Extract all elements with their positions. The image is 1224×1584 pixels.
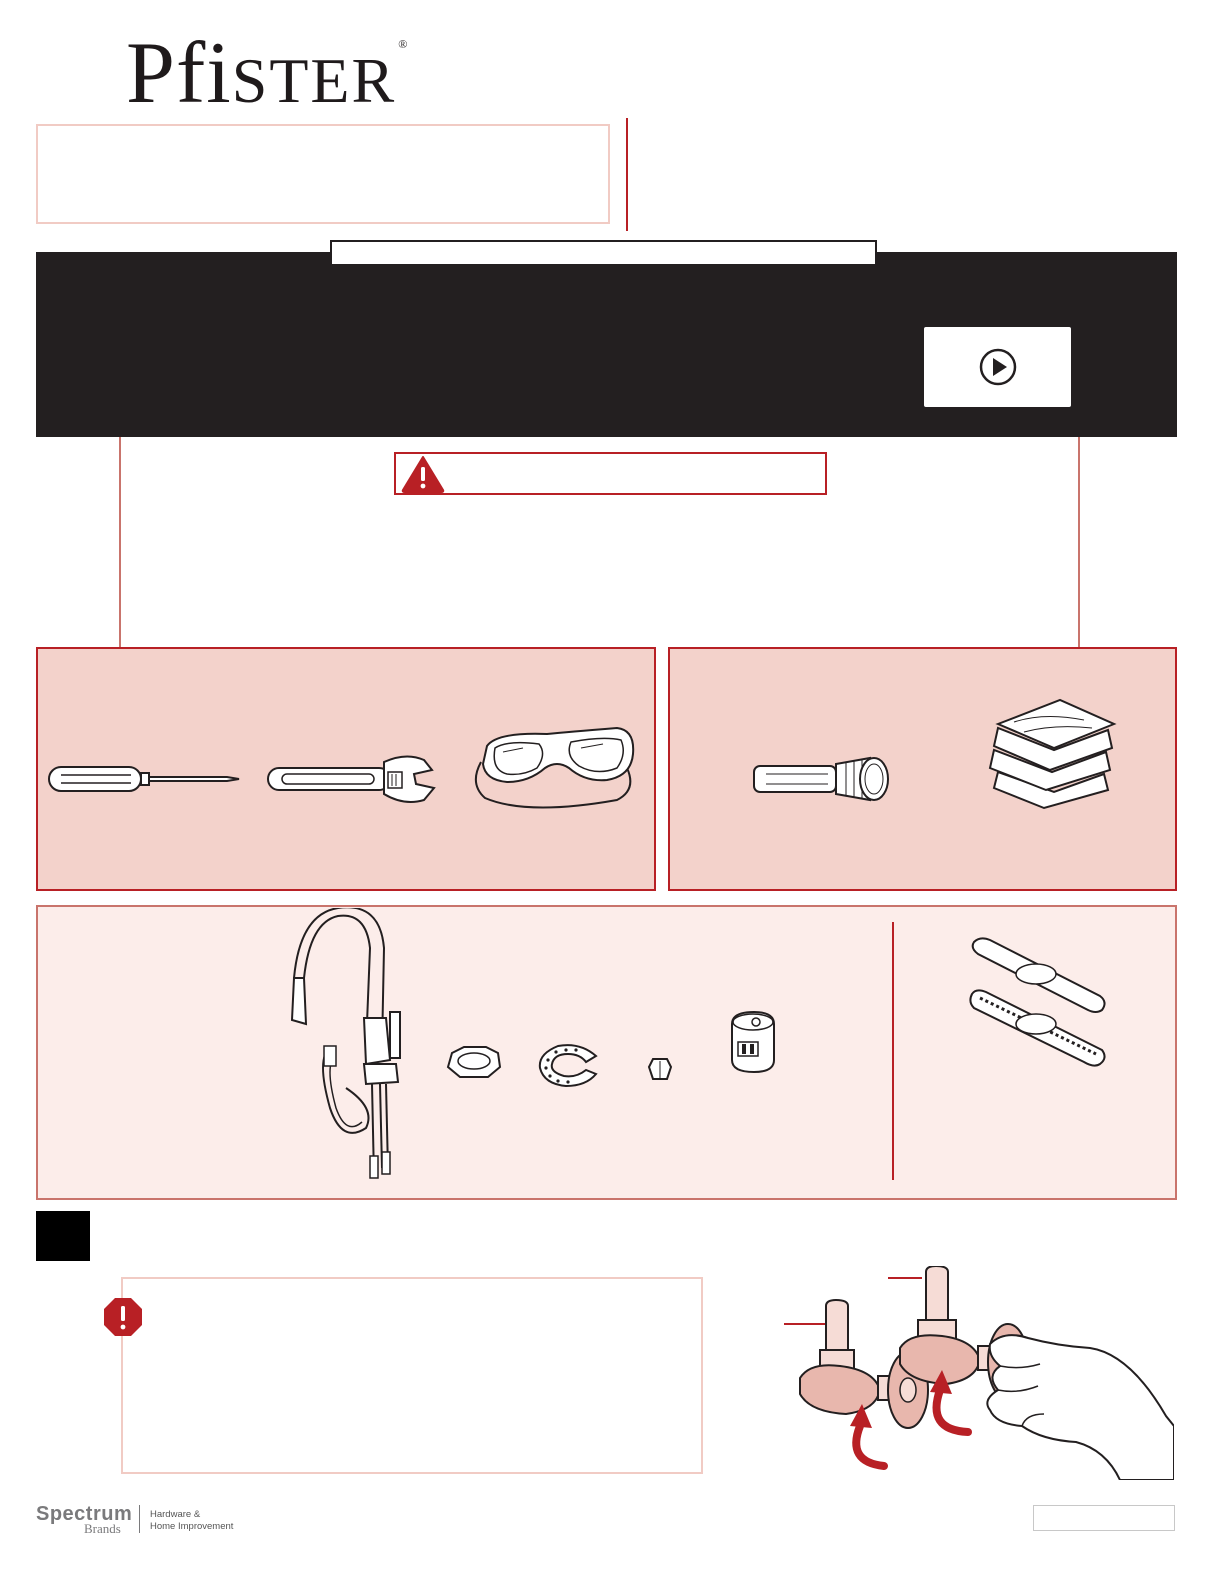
note-box <box>121 1277 703 1474</box>
hhi-line-1: Hardware & <box>150 1509 201 1520</box>
play-icon <box>978 347 1018 387</box>
deck-plate-icon <box>966 934 1110 1076</box>
adjustable-wrench-icon <box>266 752 438 808</box>
safety-goggles-icon <box>467 724 639 810</box>
screwdriver-icon <box>47 763 243 795</box>
logo-letters-ster: STER <box>231 45 397 116</box>
spectrum-brands-label: Brands <box>84 1521 121 1536</box>
towels-icon <box>984 694 1118 816</box>
registered-mark: ® <box>398 37 409 51</box>
flashlight-icon <box>750 756 894 802</box>
step-number-box <box>36 1211 90 1261</box>
right-connector-line <box>1078 437 1080 647</box>
header-divider <box>626 118 628 231</box>
hhi-line-2: Home Improvement <box>150 1521 234 1532</box>
pull-down-faucet-icon <box>286 908 426 1186</box>
shut-off-valves-icon <box>790 1266 1174 1480</box>
left-connector-line <box>119 437 121 647</box>
hardware-home-improvement-label <box>150 1509 233 1533</box>
footer-divider <box>139 1505 140 1533</box>
banner-title-tab <box>330 240 877 266</box>
pfister-logo <box>126 25 409 122</box>
hex-nut-icon <box>647 1057 673 1081</box>
exclamation-icon <box>103 1297 143 1337</box>
warning-triangle-icon <box>401 455 445 493</box>
spectrum-logo: Spectrum <box>36 1503 133 1525</box>
video-button[interactable] <box>924 327 1071 407</box>
logo-letter-p: P <box>126 25 176 122</box>
horseshoe-washer-icon <box>536 1042 602 1088</box>
model-number-box <box>36 124 610 224</box>
mounting-nut-icon <box>444 1045 504 1081</box>
document-number-box <box>1033 1505 1175 1531</box>
parts-divider <box>892 922 894 1180</box>
warning-box <box>394 452 827 495</box>
logo-letters-fi: fi <box>175 25 232 122</box>
weight-icon <box>728 1010 778 1074</box>
